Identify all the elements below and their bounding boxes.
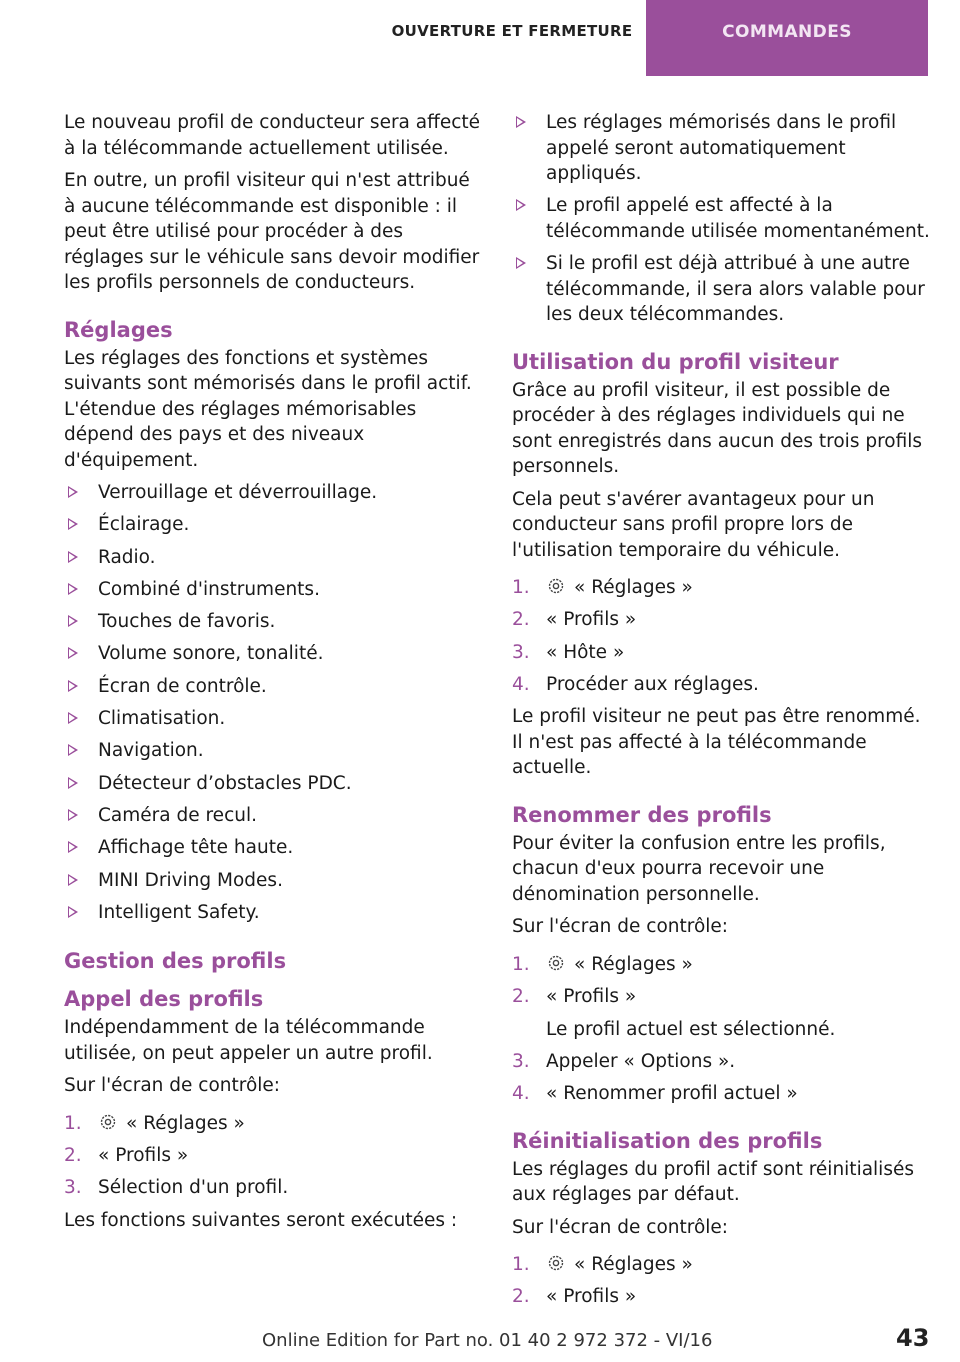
reinit-heading: Réinitialisation des profils <box>512 1128 823 1153</box>
section-tab: OUVERTURE ET FERMETURE <box>391 22 633 40</box>
page-number: 43 <box>896 1324 930 1352</box>
bullet-triangle-icon <box>516 257 526 269</box>
intro-paragraph-2: En outre, un profil visiteur qui n'est attribué à aucune télécommande est disponible : il peut être utilisé pour procéder à des réglages sur le véhicule sans devoir modifier les profils personnels de conducteurs. <box>64 170 480 293</box>
reinit-paragraph: Les réglages du profil actif sont réinitialisés aux réglages par défaut. <box>512 1158 914 1206</box>
appel-steps <box>64 1111 482 1201</box>
page-footer <box>0 1318 960 1362</box>
list-item: Les réglages mémorisés dans le profil appelé seront automatiquement appliqués. <box>512 110 930 187</box>
step-item: 2. « Profils » <box>64 1145 189 1167</box>
step-item: 3. « Hôte » <box>512 641 625 663</box>
bullet-triangle-icon <box>68 777 78 789</box>
step-item: 1. « Réglages » <box>512 577 693 599</box>
page-header <box>0 0 960 76</box>
gear-icon <box>546 576 566 596</box>
step-item: 4. Procéder aux réglages. <box>512 673 759 695</box>
reglages-paragraph: Les réglages des fonctions et systèmes suivants sont mémorisés dans le profil actif. L'étendue des réglages mémorisables dépend des pays et des niveaux d'équipement. <box>64 347 472 471</box>
bullet-triangle-icon <box>68 583 78 595</box>
list-item: Volume sonore, tonalité. <box>64 641 482 667</box>
list-item: Touches de favoris. <box>64 609 482 635</box>
appel-heading: Appel des profils <box>64 987 264 1012</box>
list-item: Écran de contrôle. <box>64 674 482 700</box>
bullet-triangle-icon <box>516 199 526 211</box>
step-item: 3. Sélection d'un profil. <box>64 1177 289 1199</box>
visiteur-after-paragraph: Le profil visiteur ne peut pas être renommé. Il n'est pas affecté à la télécommande actuelle. <box>512 706 921 779</box>
step-item: 3. Appeler « Options ». <box>512 1050 736 1072</box>
bullet-triangle-icon <box>68 712 78 724</box>
reinit-steps <box>512 1252 930 1310</box>
visiteur-heading: Utilisation du profil visiteur <box>512 349 839 374</box>
bullet-triangle-icon <box>68 841 78 853</box>
reglages-heading: Réglages <box>64 317 173 342</box>
appel-after-paragraph: Les fonctions suivantes seront exécutées : <box>64 1209 458 1231</box>
reinit-screen-label: Sur l'écran de contrôle: <box>512 1216 729 1238</box>
list-item: Le profil appelé est affecté à la télécommande utilisée momentanément. <box>512 193 930 244</box>
step-item: 4. « Renommer profil actuel » <box>512 1083 798 1105</box>
exec-list <box>512 110 930 328</box>
list-item: Combiné d'instruments. <box>64 577 482 603</box>
list-item: Verrouillage et déverrouillage. <box>64 480 482 506</box>
appel-paragraph: Indépendamment de la télécommande utilisée, on peut appeler un autre profil. <box>64 1017 433 1064</box>
list-item: Climatisation. <box>64 706 482 732</box>
visiteur-paragraph-1: Grâce au profil visiteur, il est possible de procéder à des réglages individuels qui ne sont enregistrés dans aucun des trois profils personnels. <box>512 379 923 478</box>
left-column <box>64 110 482 1240</box>
bullet-triangle-icon <box>68 518 78 530</box>
bullet-triangle-icon <box>68 647 78 659</box>
edition-note: Online Edition for Part no. 01 40 2 972 372 - VI/16 <box>262 1330 713 1351</box>
gear-icon <box>546 953 566 973</box>
right-column <box>512 110 930 1317</box>
list-item: Affichage tête haute. <box>64 835 482 861</box>
step-item: 1. « Réglages » <box>512 953 693 975</box>
bullet-triangle-icon <box>68 809 78 821</box>
bullet-triangle-icon <box>68 615 78 627</box>
list-item: Navigation. <box>64 738 482 764</box>
bullet-triangle-icon <box>68 874 78 886</box>
list-item: Intelligent Safety. <box>64 900 482 926</box>
bullet-triangle-icon <box>68 680 78 692</box>
step-item: 2. « Profils » <box>512 1286 637 1308</box>
renommer-paragraph: Pour éviter la confusion entre les profils, chacun d'eux pourra recevoir une dénomination personnelle. <box>512 832 886 905</box>
list-item: Caméra de recul. <box>64 803 482 829</box>
gear-icon <box>546 1253 566 1273</box>
reglages-list <box>64 480 482 925</box>
appel-screen-label: Sur l'écran de contrôle: <box>64 1075 281 1097</box>
bullet-triangle-icon <box>68 906 78 918</box>
step-item: 2. « Profils » Le profil actuel est sélectionné. <box>512 984 930 1042</box>
step-sub-text: Le profil actuel est sélectionné. <box>546 1018 836 1040</box>
gear-icon <box>98 1112 118 1132</box>
list-item: MINI Driving Modes. <box>64 868 482 894</box>
list-item: Si le profil est déjà attribué à une autre télécommande, il sera alors valable pour les deux télécommandes. <box>512 251 930 328</box>
bullet-triangle-icon <box>516 116 526 128</box>
renommer-steps <box>512 952 930 1107</box>
renommer-screen-label: Sur l'écran de contrôle: <box>512 916 729 938</box>
step-item: 1. « Réglages » <box>64 1112 245 1134</box>
bullet-triangle-icon <box>68 486 78 498</box>
bullet-triangle-icon <box>68 744 78 756</box>
visiteur-paragraph-2: Cela peut s'avérer avantageux pour un conducteur sans profil propre lors de l'utilisation temporaire du véhicule. <box>512 488 875 561</box>
list-item: Détecteur d’obstacles PDC. <box>64 771 482 797</box>
chapter-tab <box>646 0 928 76</box>
visiteur-steps <box>512 575 930 697</box>
gestion-heading: Gestion des profils <box>64 949 287 974</box>
intro-paragraph-1: Le nouveau profil de conducteur sera affecté à la télécommande actuellement utilisée. <box>64 112 481 159</box>
bullet-triangle-icon <box>68 551 78 563</box>
list-item: Éclairage. <box>64 512 482 538</box>
chapter-tab-label: COMMANDES <box>722 22 852 42</box>
list-item: Radio. <box>64 545 482 571</box>
step-item: 2. « Profils » <box>512 609 637 631</box>
step-item: 1. « Réglages » <box>512 1254 693 1276</box>
renommer-heading: Renommer des profils <box>512 802 772 827</box>
